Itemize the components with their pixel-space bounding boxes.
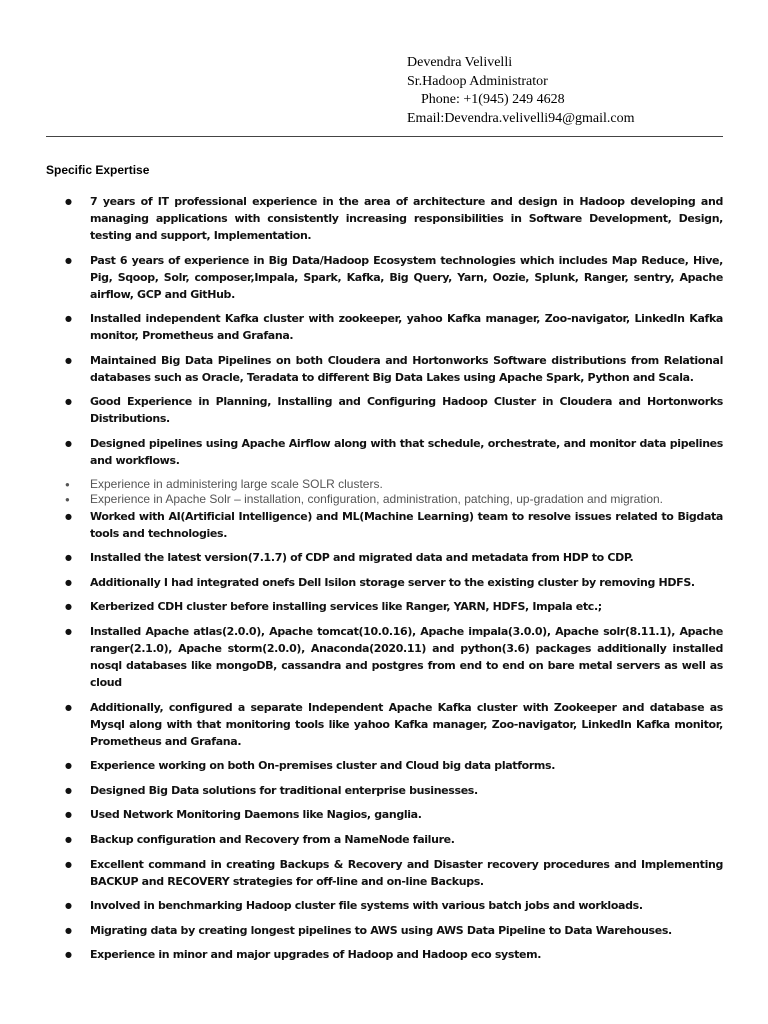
expertise-item: ● Experience in minor and major upgrades of Hadoop and Hadoop eco system. bbox=[90, 946, 723, 963]
expertise-list bbox=[90, 193, 723, 971]
expertise-item: ● Backup configuration and Recovery from a NameNode failure. bbox=[90, 831, 723, 848]
expertise-item: ● Excellent command in creating Backups & Recovery and Disaster recovery procedures and Implementing BACKUP and RECOVERY strategies for off-line and on-line Backups. bbox=[90, 856, 723, 890]
header-divider bbox=[46, 136, 723, 137]
expertise-item: ● Additionally I had integrated onefs Dell Isilon storage server to the existing cluster by removing HDFS. bbox=[90, 574, 723, 591]
candidate-name: Devendra Velivelli bbox=[407, 55, 513, 70]
expertise-item: ● Good Experience in Planning, Installing and Configuring Hadoop Cluster in Cloudera and Hortonworks Distributions. bbox=[90, 393, 723, 427]
expertise-item: ● Migrating data by creating longest pipelines to AWS using AWS Data Pipeline to Data Warehouses. bbox=[90, 922, 723, 939]
expertise-item: ● Designed pipelines using Apache Airflow along with that schedule, orchestrate, and monitor data pipelines and workflows. bbox=[90, 435, 723, 469]
email-address: Email:Devendra.velivelli94@gmail.com bbox=[407, 110, 635, 126]
expertise-item: ● Designed Big Data solutions for traditional enterprise businesses. bbox=[90, 782, 723, 799]
section-heading: Specific Expertise bbox=[46, 163, 150, 177]
expertise-item: ● 7 years of IT professional experience in the area of architecture and design in Hadoop developing and managing applications with consistently increasing responsibilities in Software Development, Design, testing and support, Implementation. bbox=[90, 193, 723, 244]
expertise-item: ● Experience working on both On-premises cluster and Cloud big data platforms. bbox=[90, 757, 723, 774]
contact-header bbox=[407, 54, 635, 128]
phone-number: Phone: +1(945) 249 4628 bbox=[421, 92, 565, 107]
expertise-item: ● Experience in Apache Solr – installation, configuration, administration, patching, up-gradation and migration. bbox=[90, 492, 723, 508]
expertise-item: ● Installed independent Kafka cluster with zookeeper, yahoo Kafka manager, Zoo-navigator, LinkedIn Kafka monitor, Prometheus and Grafana. bbox=[90, 310, 723, 344]
expertise-item: ● Involved in benchmarking Hadoop cluster file systems with various batch jobs and workloads. bbox=[90, 897, 723, 914]
expertise-item: ● Installed the latest version(7.1.7) of CDP and migrated data and metadata from HDP to CDP. bbox=[90, 549, 723, 566]
expertise-item: ● Past 6 years of experience in Big Data/Hadoop Ecosystem technologies which includes Map Reduce, Hive, Pig, Sqoop, Solr, composer,Impala, Spark, Kafka, Big Query, Yarn, Oozie, Splunk, Ranger, sentry, Apache airflow, GCP and GitHub. bbox=[90, 252, 723, 303]
expertise-item: ● Maintained Big Data Pipelines on both Cloudera and Hortonworks Software distributions from Relational databases such as Oracle, Teradata to different Big Data Lakes using Apache Spark, Python and Scala. bbox=[90, 352, 723, 386]
expertise-item: ● Additionally, configured a separate Independent Apache Kafka cluster with Zookeeper and database as Mysql along with that monitoring tools like yahoo Kafka manager, Zoo-navigator, LinkedIn Kafka monitor, Prometheus and Grafana. bbox=[90, 699, 723, 750]
expertise-item: ● Worked with AI(Artificial Intelligence) and ML(Machine Learning) team to resolve issues related to Bigdata tools and technologies. bbox=[90, 508, 723, 542]
job-title: Sr.Hadoop Administrator bbox=[407, 73, 548, 89]
expertise-item: ● Experience in administering large scale SOLR clusters. bbox=[90, 477, 723, 493]
expertise-item: ● Kerberized CDH cluster before installing services like Ranger, YARN, HDFS, Impala etc.; bbox=[90, 598, 723, 615]
expertise-item: ● Used Network Monitoring Daemons like Nagios, ganglia. bbox=[90, 806, 723, 823]
expertise-item: ● Installed Apache atlas(2.0.0), Apache tomcat(10.0.16), Apache impala(3.0.0), Apache solr(8.11.1), Apache ranger(2.1.0), Apache storm(2.0.0), Anaconda(2020.11) and python(3.6) packages additionally installed nosql databases like mongoDB, cassandra and postgres from end to end on bare metal servers as well as cloud bbox=[90, 623, 723, 691]
